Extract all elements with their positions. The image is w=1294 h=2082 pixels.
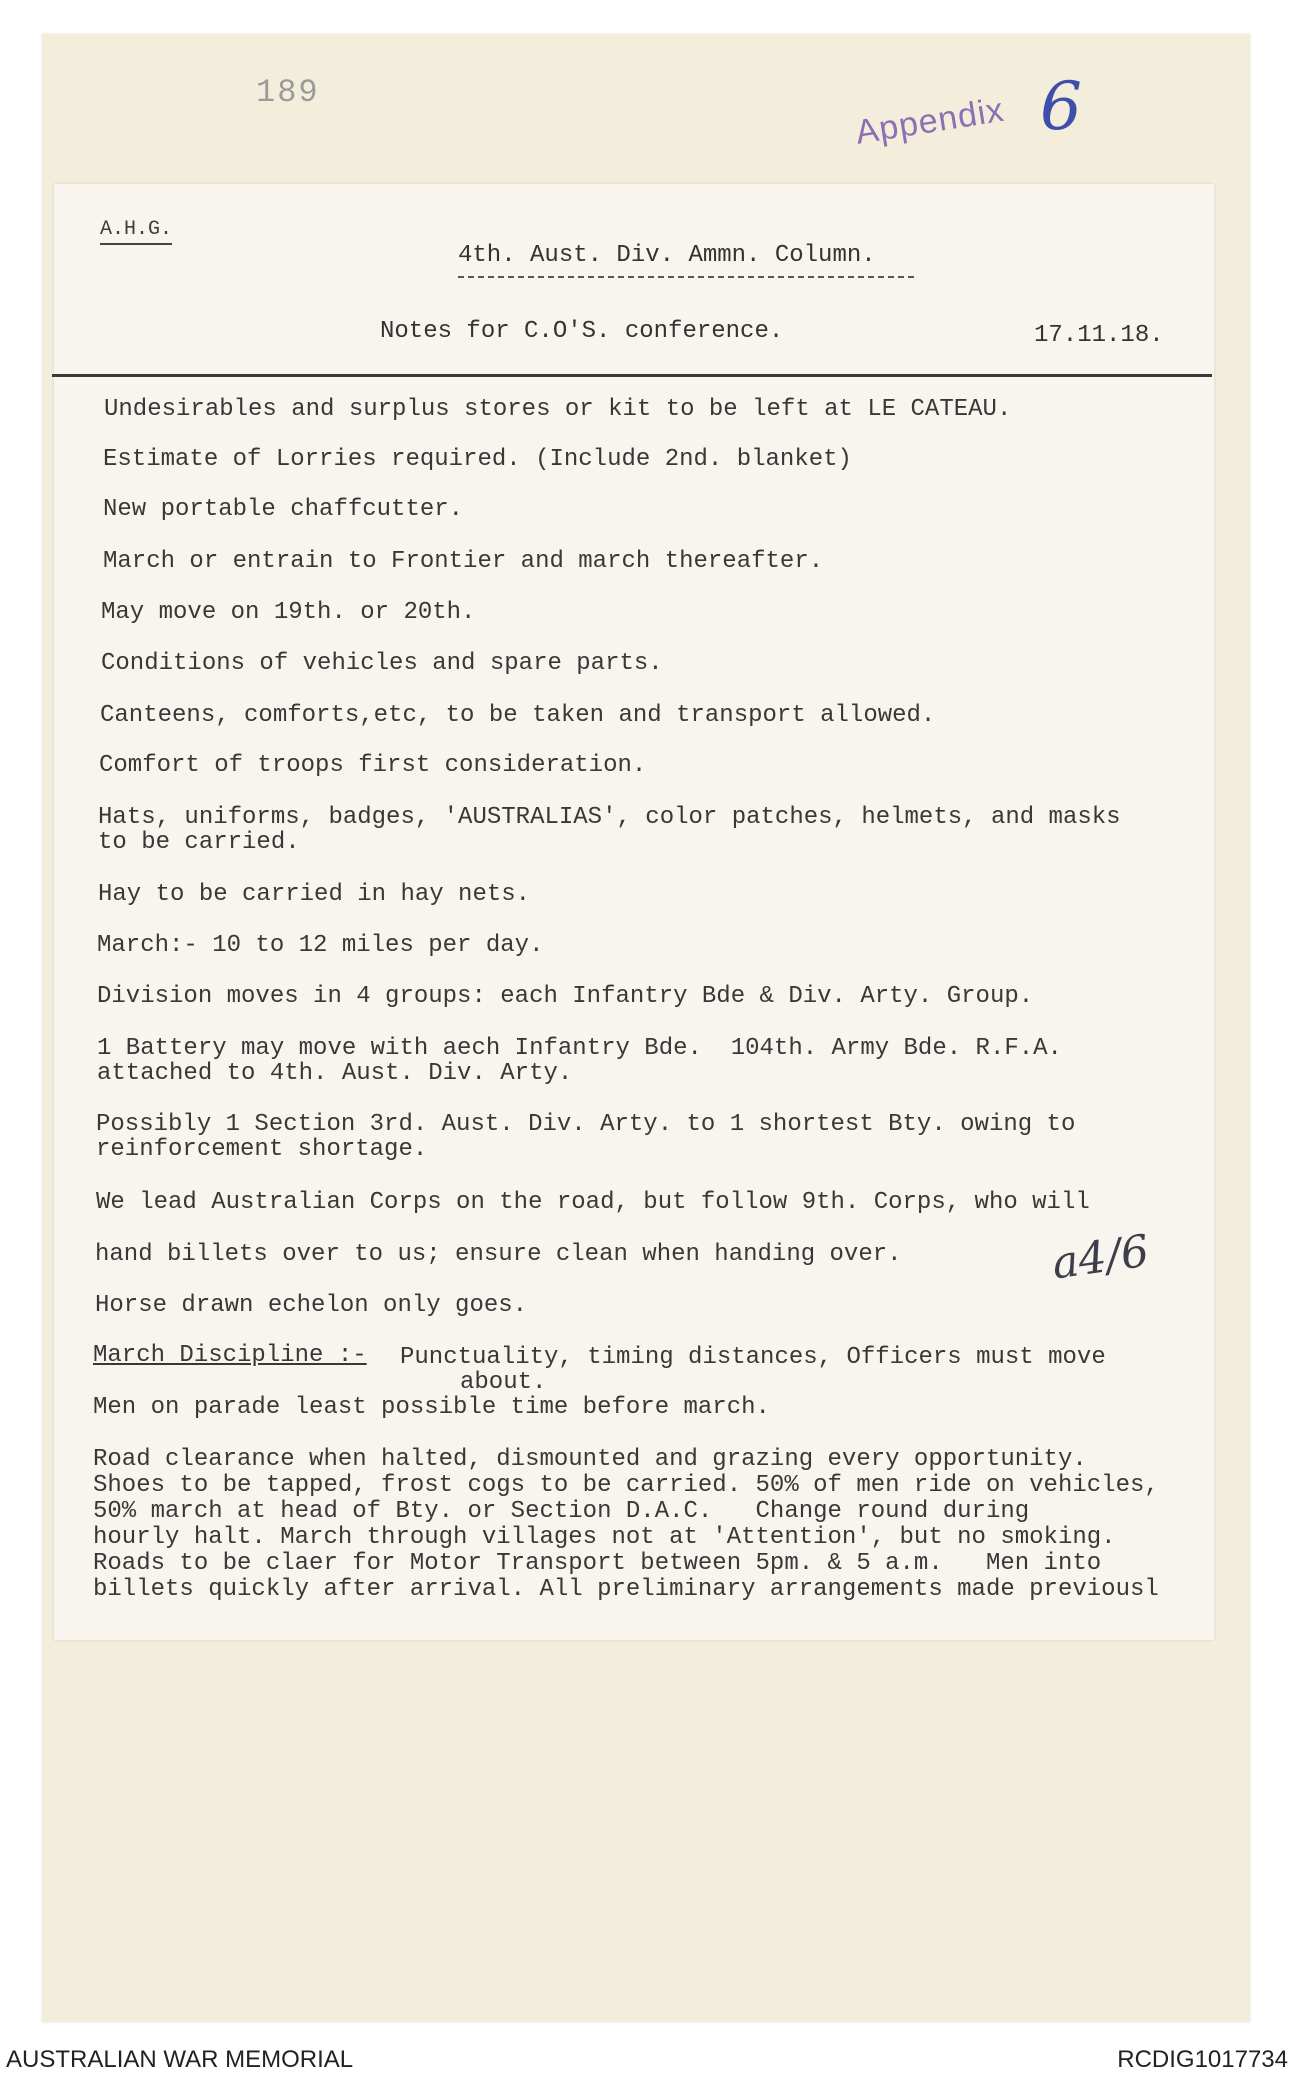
appendix-stamp: Appendix <box>852 90 1007 152</box>
memo-subtitle: Notes for C.O'S. conference. <box>380 318 784 345</box>
memo-line: Canteens, comforts,etc, to be taken and transport allowed. <box>100 702 936 729</box>
memo-line: Hay to be carried in hay nets. <box>98 881 531 908</box>
march-discipline-heading: March Discipline :- <box>93 1342 367 1369</box>
memo-line: Conditions of vehicles and spare parts. <box>101 650 663 677</box>
memo-line: Shoes to be tapped, frost cogs to be carried. 50% of men ride on vehicles, <box>93 1472 1159 1499</box>
memo-line: hand billets over to us; ensure clean when handing over. <box>95 1241 902 1268</box>
footer-archive-name: AUSTRALIAN WAR MEMORIAL <box>6 2046 354 2073</box>
memo-line: attached to 4th. Aust. Div. Arty. <box>97 1060 573 1087</box>
memo-date: 17.11.18. <box>1034 322 1164 349</box>
memo-line: March:- 10 to 12 miles per day. <box>97 932 544 959</box>
memo-line: Punctuality, timing distances, Officers must move <box>400 1344 1106 1371</box>
handwritten-annotation: a4/6 <box>1048 1225 1153 1290</box>
memo-line: We lead Australian Corps on the road, but follow 9th. Corps, who will <box>96 1189 1090 1216</box>
header-rule <box>52 374 1212 377</box>
memo-line: to be carried. <box>98 829 300 856</box>
memo-line: Undesirables and surplus stores or kit to be left at LE CATEAU. <box>104 396 1012 423</box>
memo-line: 50% march at head of Bty. or Section D.A.C. Change round during <box>93 1498 1030 1525</box>
memo-line: Division moves in 4 groups: each Infantry Bde & Div. Arty. Group. <box>97 983 1034 1010</box>
memo-line: May move on 19th. or 20th. <box>101 599 476 626</box>
memo-line: Horse drawn echelon only goes. <box>95 1292 528 1319</box>
memo-line: 1 Battery may move with aech Infantry Bde. 104th. Army Bde. R.F.A. <box>97 1035 1062 1062</box>
footer-record-id: RCDIG1017734 <box>1117 2046 1288 2073</box>
memo-line: Estimate of Lorries required. (Include 2nd. blanket) <box>103 446 852 473</box>
memo-line: Hats, uniforms, badges, 'AUSTRALIAS', color patches, helmets, and masks <box>98 804 1121 831</box>
memo-line: Possibly 1 Section 3rd. Aust. Div. Arty. to 1 shortest Bty. owing to <box>96 1111 1076 1138</box>
memo-title: 4th. Aust. Div. Ammn. Column. <box>458 242 876 269</box>
appendix-number: 6 <box>1040 68 1082 145</box>
folio-number: 189 <box>256 74 320 111</box>
memo-line: about. <box>460 1369 547 1396</box>
memo-line: hourly halt. March through villages not at 'Attention', but no smoking. <box>93 1524 1116 1551</box>
memo-line: billets quickly after arrival. All preliminary arrangements made previousl <box>93 1576 1159 1603</box>
memo-line: March or entrain to Frontier and march thereafter. <box>103 548 824 575</box>
memo-tag: A.H.G. <box>100 218 172 245</box>
memo-line: New portable chaffcutter. <box>103 496 464 523</box>
memo-line: Men on parade least possible time before march. <box>93 1394 770 1421</box>
memo-line: Roads to be claer for Motor Transport between 5pm. & 5 a.m. Men into <box>93 1550 1102 1577</box>
memo-line: reinforcement shortage. <box>96 1136 428 1163</box>
memo-line: Comfort of troops first consideration. <box>99 752 647 779</box>
memo-line: Road clearance when halted, dismounted and grazing every opportunity. <box>93 1446 1087 1473</box>
title-underline <box>458 276 914 278</box>
